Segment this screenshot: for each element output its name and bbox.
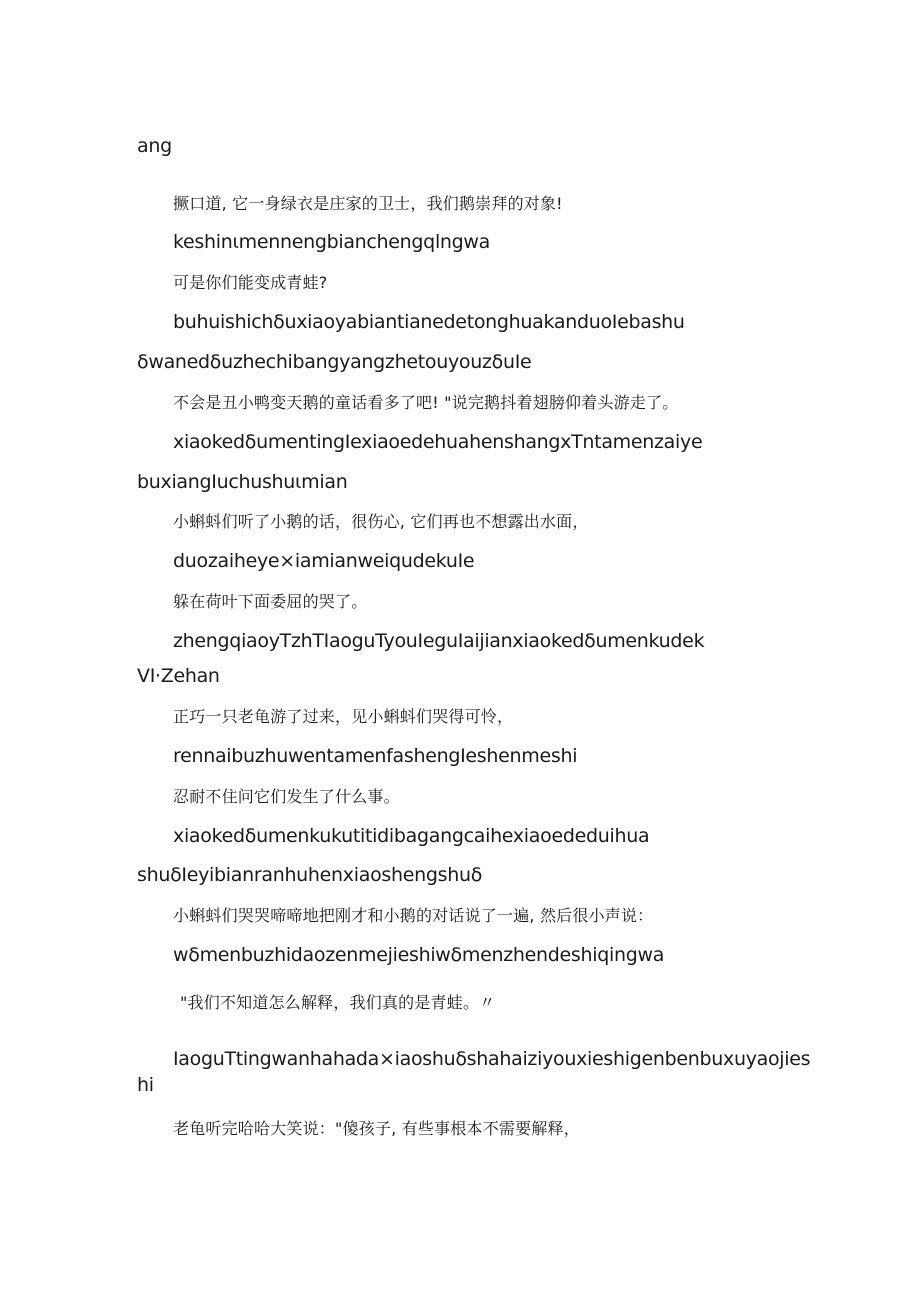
text-line-chinese: "我们不知道怎么解释，我们真的是青蛙。〃 <box>180 993 496 1012</box>
text-line-chinese: 撅口道, 它一身绿衣是庄家的卫士，我们鹅崇拜的对象! <box>173 194 563 213</box>
text-line-pinyin: xiaokedδumenkukutitidibagangcaihexiaoededuihua <box>173 825 650 847</box>
text-line-chinese: 小蝌蚪们听了小鹅的话，很伤心, 它们再也不想露出水面， <box>173 512 589 531</box>
text-line-pinyin: zhengqiaoyTzhTIaoguTyouIeguIaijianxiaokedδumenkudek <box>173 630 705 652</box>
text-line-chinese: 老龟听完哈哈大笑说："傻孩子, 有些事根本不需要解释， <box>173 1119 580 1138</box>
text-line-pinyin: keshinιmennengbianchengqlngwa <box>173 231 491 253</box>
text-line-pinyin: shuδIeyibianranhuhenxiaoshengshuδ <box>137 864 483 886</box>
text-line-chinese: 可是你们能变成青蛙? <box>173 273 328 292</box>
text-line-pinyin: IaoguTtingwanhahada×iaoshuδshahaiziyouxieshigenbenbuxuyaojies <box>173 1048 811 1070</box>
text-line-pinyin: ang <box>137 135 172 157</box>
text-line-chinese: 躲在荷叶下面委屈的哭了。 <box>173 592 368 611</box>
text-line-pinyin: rennaibuzhuwentamenfashengIeshenmeshi <box>173 745 578 767</box>
text-line-chinese: 忍耐不住问它们发生了什么事。 <box>173 787 400 806</box>
text-line-pinyin: buxiangIuchushuιmian <box>137 471 348 493</box>
text-line-pinyin: wδmenbuzhidaozenmejieshiwδmenzhendeshiqingwa <box>173 944 665 966</box>
text-line-pinyin: hi <box>137 1074 154 1096</box>
text-line-pinyin: buhuishichδuxiaoyabiantianedetonghuakanduoIebashu <box>173 311 685 333</box>
text-line-chinese: 正巧一只老龟游了过来，见小蝌蚪们哭得可怜， <box>173 707 514 726</box>
text-line-pinyin: δwanedδuzhechibangyangzhetouyouzδuIe <box>137 351 532 373</box>
text-line-pinyin: xiaokedδumentingIexiaoedehuahenshangxTntamenzaiye <box>173 431 703 453</box>
text-line-pinyin: duozaiheye×iamianweiqudekuIe <box>173 550 475 572</box>
text-line-pinyin: VI·Zehan <box>137 665 220 687</box>
text-line-chinese: 不会是丑小鸭变天鹅的童话看多了吧! "说完鹅抖着翅膀仰着头游走了。 <box>173 393 679 412</box>
text-line-chinese: 小蝌蚪们哭哭啼啼地把刚才和小鹅的对话说了一遍, 然后很小声说： <box>173 906 654 925</box>
